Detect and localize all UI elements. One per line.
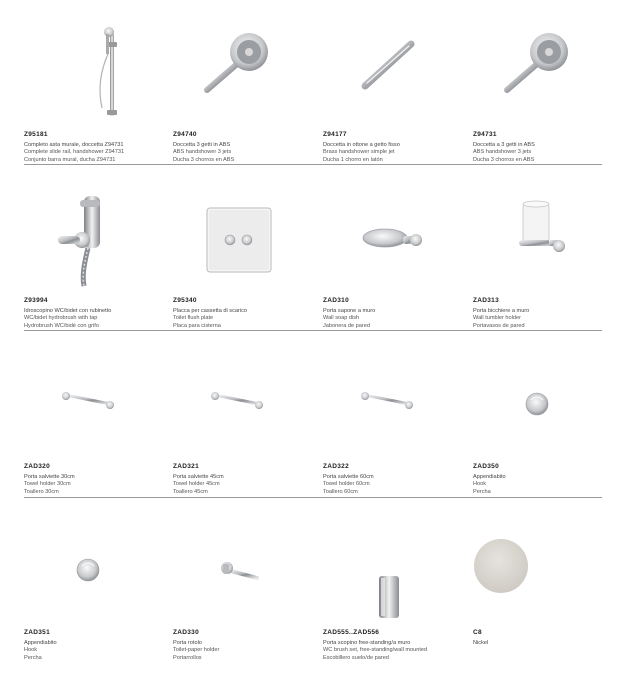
product-name-en: Towel holder 45cm (173, 481, 220, 487)
product-name-it: Porta sapone a muro (323, 308, 376, 314)
product-caption (323, 462, 468, 496)
product-name-it: Appendiabito (473, 474, 506, 480)
product-name-es: Percha (473, 488, 491, 495)
product-name-it: Porta salviette 30cm (24, 474, 75, 480)
product-name-it: Idroscopino WC/bidet con rubinetto (24, 308, 112, 314)
product-caption (173, 628, 318, 662)
product-name-es: Jabonera de pared (323, 322, 370, 329)
product-card (323, 518, 463, 683)
product-name-en: Hook (473, 481, 487, 487)
towel-bar-icon (323, 352, 451, 457)
product-caption (24, 462, 169, 496)
product-card (24, 352, 164, 517)
product-card (323, 352, 463, 517)
product-card (473, 518, 613, 683)
product-code: Z94177 (323, 131, 347, 138)
product-code: ZAD310 (323, 297, 350, 304)
flush-plate-icon (173, 186, 301, 291)
handshower-icon (173, 20, 301, 125)
product-caption (323, 296, 468, 330)
product-code: ZAD321 (173, 463, 200, 470)
towel-bar-icon (173, 352, 301, 457)
product-name-es: Escobillero suelo/de pared (323, 654, 389, 661)
product-caption (24, 628, 169, 662)
stick-handshower-icon (323, 20, 451, 125)
product-code: ZAD555..ZAD556 (323, 629, 380, 636)
product-code: ZAD313 (473, 297, 500, 304)
product-name-it: Appendiabito (24, 640, 57, 646)
product-caption (473, 130, 618, 164)
towel-bar-icon (24, 352, 152, 457)
product-code: ZAD330 (173, 629, 200, 636)
product-name-it: Porta rotolo (173, 640, 202, 646)
product-name-it: Placca per cassetta di scarico (173, 308, 247, 314)
product-code: Z93994 (24, 297, 48, 304)
product-name-es: Ducha 3 chorros en ABS (173, 156, 235, 163)
product-name-en: WC brush set, free-standing/wall mounted (323, 647, 428, 653)
product-card (473, 20, 613, 185)
product-name-es: Hydrobrush WC/bidé con grifo (24, 322, 99, 329)
hook-icon (473, 352, 601, 457)
product-name-es: Portarrollos (173, 654, 202, 661)
product-card (173, 186, 313, 351)
product-code: C8 (473, 629, 482, 636)
product-name-es: Toallero 45cm (173, 488, 208, 495)
product-card (173, 352, 313, 517)
product-name-en: Brass handshower simple jet (323, 149, 395, 155)
soap-dish-icon (323, 186, 451, 291)
product-card (473, 186, 613, 351)
product-caption (173, 296, 318, 330)
product-name-es: Ducha 1 chorro en latón (323, 156, 383, 163)
nickel-swatch-icon (473, 518, 601, 623)
product-name-en: Complete slide rail, handshower Z94731 (24, 149, 125, 155)
product-name-en: WC/bidet hydrobrush with tap (24, 315, 98, 321)
product-card (323, 186, 463, 351)
product-card (24, 186, 164, 351)
product-code: Z95181 (24, 131, 48, 138)
product-caption (323, 130, 468, 164)
product-card (173, 518, 313, 683)
paper-holder-icon (173, 518, 301, 623)
product-name-es: Ducha 3 chorros en ABS (473, 156, 535, 163)
product-name-it: Porta scopino free-standing/a muro (323, 640, 411, 646)
hook-icon (24, 518, 152, 623)
product-name-en: Toilet flush plate (173, 315, 214, 321)
product-caption (24, 296, 169, 330)
product-caption (173, 130, 318, 164)
product-name-es: Toallero 30cm (24, 488, 59, 495)
product-name-it: Porta salviette 60cm (323, 474, 374, 480)
product-code: ZAD350 (473, 463, 500, 470)
product-name-it: Porta salviette 45cm (173, 474, 224, 480)
product-name-en: Hook (24, 647, 38, 653)
product-caption (473, 296, 618, 330)
slide-rail-icon (24, 20, 152, 125)
product-name-es: Conjunto barra mural, ducha Z94731 (24, 156, 116, 163)
hydrobrush-icon (24, 186, 152, 291)
product-caption (473, 462, 618, 496)
product-name-en: Wall soap dish (323, 315, 360, 321)
product-code: ZAD322 (323, 463, 350, 470)
product-name-en: Towel holder 60cm (323, 481, 370, 487)
product-caption (473, 628, 618, 647)
product-card (473, 352, 613, 517)
product-caption (323, 628, 468, 662)
product-name-en: ABS handshower 3 jets (173, 149, 232, 155)
product-code: Z94740 (173, 131, 197, 138)
product-name-it: Doccetta 3 getti in ABS (173, 142, 231, 148)
product-name-it: Nickel (473, 640, 489, 646)
product-name-en: Wall tumbler holder (473, 315, 521, 321)
product-card (24, 20, 164, 185)
product-name-en: ABS handshower 3 jets (473, 149, 532, 155)
handshower-icon (473, 20, 601, 125)
product-name-it: Porta bicchiere a muro (473, 308, 530, 314)
product-name-en: Towel holder 30cm (24, 481, 71, 487)
product-name-it: Doccetta in ottone a getto fisso (323, 142, 400, 148)
product-name-it: Completo asta murale, doccetta Z94731 (24, 142, 124, 148)
tumbler-holder-icon (473, 186, 601, 291)
product-code: ZAD320 (24, 463, 51, 470)
product-card (323, 20, 463, 185)
product-code: Z94731 (473, 131, 497, 138)
product-name-es: Percha (24, 654, 42, 661)
product-name-it: Doccetta a 3 getti in ABS (473, 142, 535, 148)
product-name-es: Toallero 60cm (323, 488, 358, 495)
product-card (24, 518, 164, 683)
product-code: Z95340 (173, 297, 197, 304)
product-caption (24, 130, 169, 164)
product-name-en: Toilet-paper holder (173, 647, 220, 653)
wc-brush-icon (323, 518, 451, 623)
product-caption (173, 462, 318, 496)
product-name-es: Portavasos de pared (473, 322, 525, 329)
product-code: ZAD351 (24, 629, 51, 636)
product-card (173, 20, 313, 185)
product-name-es: Placa para cisterna (173, 322, 221, 329)
